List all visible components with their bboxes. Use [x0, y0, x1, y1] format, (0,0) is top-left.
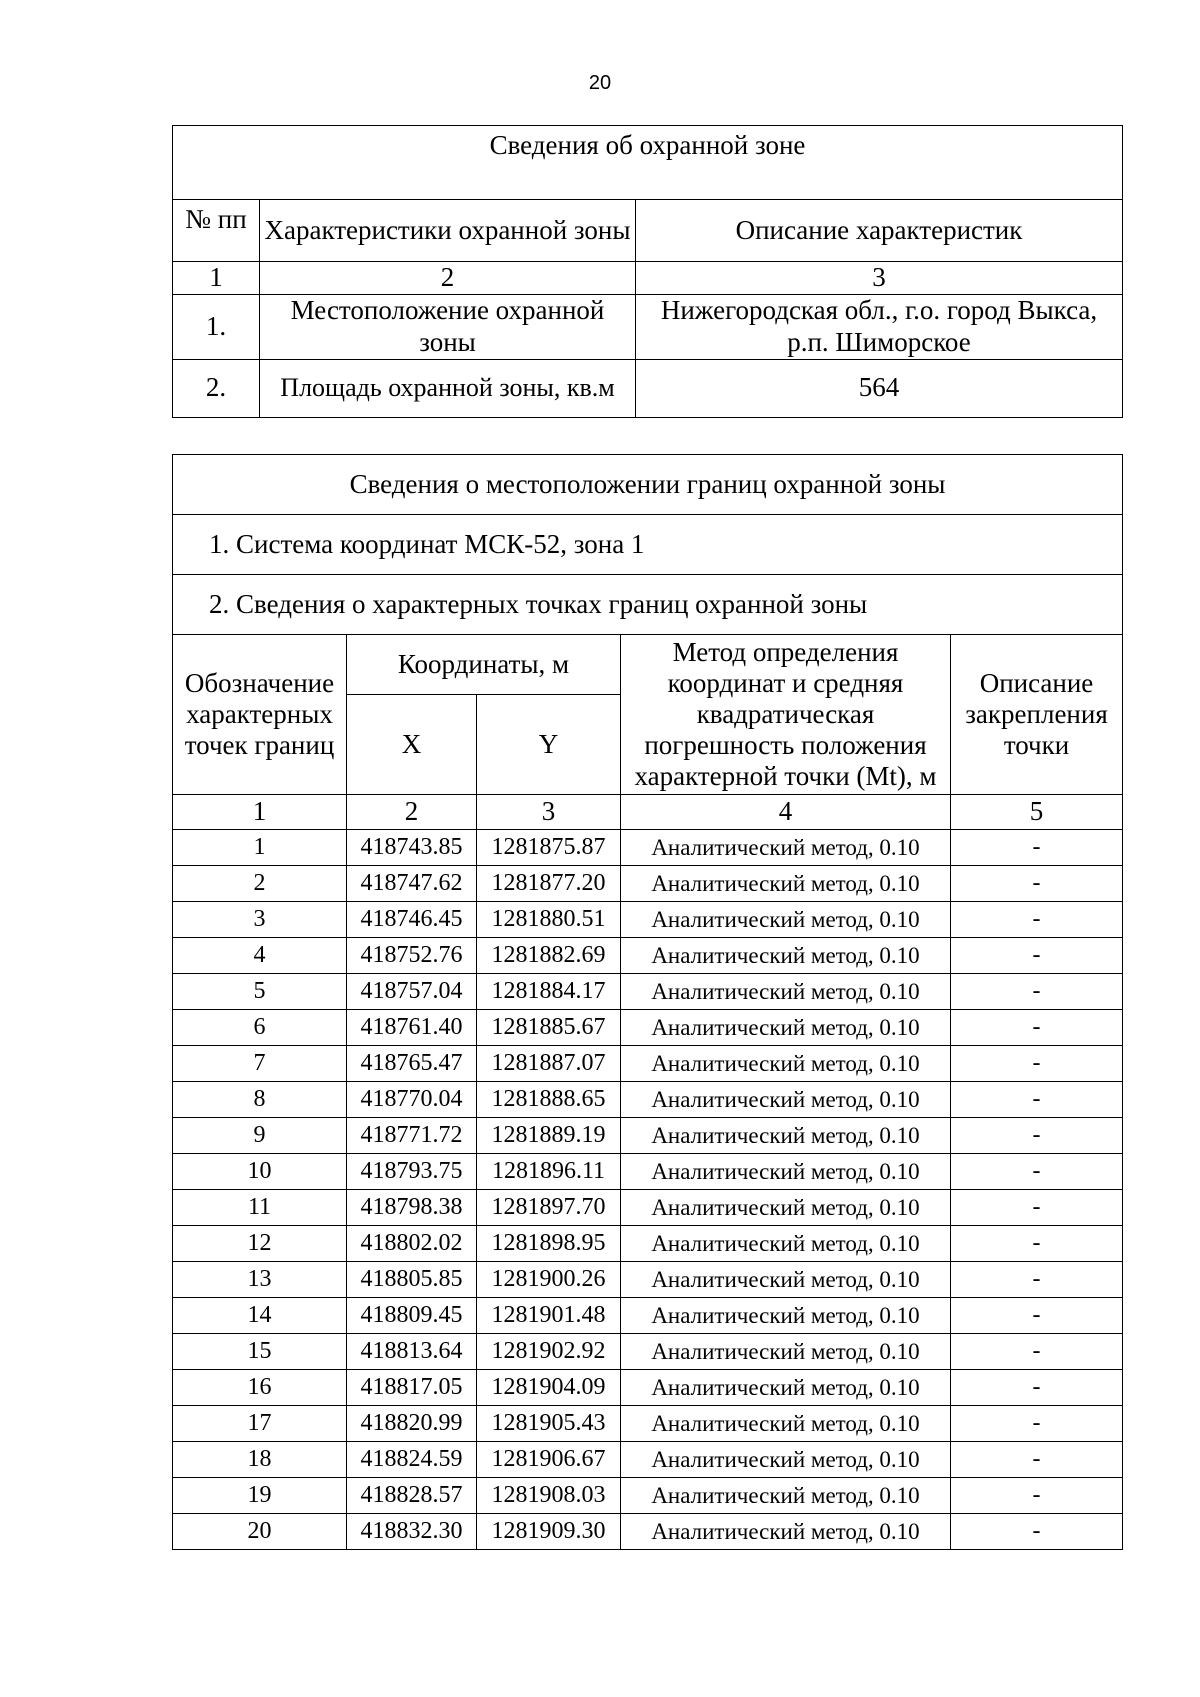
point-method: Аналитический метод, 0.10: [621, 1118, 951, 1154]
point-x: 418771.72: [347, 1118, 477, 1154]
point-id: 16: [173, 1370, 347, 1406]
point-y: 1281904.09: [477, 1370, 621, 1406]
point-y: 1281888.65: [477, 1082, 621, 1118]
point-id: 2: [173, 866, 347, 902]
coordinate-system: 1. Система координат МСК-52, зона 1: [173, 515, 1123, 575]
point-id: 7: [173, 1046, 347, 1082]
point-id: 15: [173, 1334, 347, 1370]
column-number: 1: [173, 795, 347, 830]
point-fixing: -: [951, 1118, 1123, 1154]
point-y: 1281897.70: [477, 1190, 621, 1226]
column-number: 3: [636, 262, 1123, 295]
point-x: 418832.30: [347, 1514, 477, 1550]
point-x: 418820.99: [347, 1406, 477, 1442]
point-method: Аналитический метод, 0.10: [621, 938, 951, 974]
point-fixing: -: [951, 866, 1123, 902]
point-id: 9: [173, 1118, 347, 1154]
point-id: 4: [173, 938, 347, 974]
table-row: [173, 295, 1123, 360]
point-y: 1281884.17: [477, 974, 621, 1010]
table-row: [173, 1298, 1123, 1334]
point-id: 8: [173, 1082, 347, 1118]
table-row: [173, 1514, 1123, 1550]
row-description: Нижегородская обл., г.о. город Выкса, р.п. Шиморское: [636, 295, 1123, 360]
table-row: [173, 1334, 1123, 1370]
point-method: Аналитический метод, 0.10: [621, 866, 951, 902]
point-id: 12: [173, 1226, 347, 1262]
point-fixing: -: [951, 974, 1123, 1010]
point-fixing: -: [951, 1154, 1123, 1190]
table-row: [173, 974, 1123, 1010]
boundaries-title: Сведения о местоположении границ охранной зоны: [173, 455, 1123, 515]
point-y: 1281901.48: [477, 1298, 621, 1334]
point-x: 418770.04: [347, 1082, 477, 1118]
point-x: 418805.85: [347, 1262, 477, 1298]
point-x: 418793.75: [347, 1154, 477, 1190]
page-number: 20: [588, 72, 612, 94]
point-method: Аналитический метод, 0.10: [621, 1046, 951, 1082]
point-method: Аналитический метод, 0.10: [621, 1190, 951, 1226]
point-id: 18: [173, 1442, 347, 1478]
column-number: 2: [347, 795, 477, 830]
point-y: 1281885.67: [477, 1010, 621, 1046]
point-method: Аналитический метод, 0.10: [621, 1010, 951, 1046]
point-fixing: -: [951, 1262, 1123, 1298]
point-id: 19: [173, 1478, 347, 1514]
table-row: [173, 1082, 1123, 1118]
point-id: 13: [173, 1262, 347, 1298]
header-num: № пп: [173, 200, 260, 262]
point-fixing: -: [951, 830, 1123, 866]
point-x: 418824.59: [347, 1442, 477, 1478]
column-number: 1: [173, 262, 260, 295]
point-fixing: -: [951, 1190, 1123, 1226]
table-row: [173, 1262, 1123, 1298]
point-fixing: -: [951, 1334, 1123, 1370]
header-method: Метод определения координат и средняя квадратическая погрешность положения характерной точки (Mt), м: [621, 635, 951, 795]
point-method: Аналитический метод, 0.10: [621, 1514, 951, 1550]
point-fixing: -: [951, 1046, 1123, 1082]
point-method: Аналитический метод, 0.10: [621, 974, 951, 1010]
table-row: [173, 1406, 1123, 1442]
point-method: Аналитический метод, 0.10: [621, 1226, 951, 1262]
header-point: Обозначение характерных точек границ: [173, 635, 347, 795]
table-row: [173, 1478, 1123, 1514]
point-y: 1281882.69: [477, 938, 621, 974]
table-row: [173, 1046, 1123, 1082]
point-fixing: -: [951, 1514, 1123, 1550]
point-id: 14: [173, 1298, 347, 1334]
point-y: 1281898.95: [477, 1226, 621, 1262]
point-method: Аналитический метод, 0.10: [621, 1406, 951, 1442]
point-y: 1281875.87: [477, 830, 621, 866]
point-method: Аналитический метод, 0.10: [621, 1370, 951, 1406]
point-fixing: -: [951, 1298, 1123, 1334]
table-row: [173, 830, 1123, 866]
point-y: 1281905.43: [477, 1406, 621, 1442]
point-id: 3: [173, 902, 347, 938]
point-id: 10: [173, 1154, 347, 1190]
point-x: 418809.45: [347, 1298, 477, 1334]
point-x: 418743.85: [347, 830, 477, 866]
point-method: Аналитический метод, 0.10: [621, 1334, 951, 1370]
point-fixing: -: [951, 1406, 1123, 1442]
header-characteristic: Характеристики охранной зоны: [260, 200, 636, 262]
point-y: 1281909.30: [477, 1514, 621, 1550]
point-x: 418747.62: [347, 866, 477, 902]
point-method: Аналитический метод, 0.10: [621, 1262, 951, 1298]
point-fixing: -: [951, 1010, 1123, 1046]
table-row: [173, 1226, 1123, 1262]
point-id: 5: [173, 974, 347, 1010]
point-y: 1281908.03: [477, 1478, 621, 1514]
row-description: 564: [636, 359, 1123, 417]
point-y: 1281902.92: [477, 1334, 621, 1370]
point-y: 1281896.11: [477, 1154, 621, 1190]
point-id: 20: [173, 1514, 347, 1550]
row-characteristic: Местоположение охранной зоны: [260, 295, 636, 360]
column-number: 4: [621, 795, 951, 830]
point-y: 1281880.51: [477, 902, 621, 938]
point-method: Аналитический метод, 0.10: [621, 1442, 951, 1478]
point-id: 6: [173, 1010, 347, 1046]
point-method: Аналитический метод, 0.10: [621, 1154, 951, 1190]
table-row: [173, 866, 1123, 902]
point-method: Аналитический метод, 0.10: [621, 1298, 951, 1334]
point-fixing: -: [951, 1442, 1123, 1478]
point-method: Аналитический метод, 0.10: [621, 1082, 951, 1118]
row-characteristic: Площадь охранной зоны, кв.м: [260, 359, 636, 417]
point-id: 1: [173, 830, 347, 866]
point-fixing: -: [951, 1226, 1123, 1262]
point-y: 1281887.07: [477, 1046, 621, 1082]
point-fixing: -: [951, 1082, 1123, 1118]
point-x: 418802.02: [347, 1226, 477, 1262]
table-row: [173, 938, 1123, 974]
point-id: 11: [173, 1190, 347, 1226]
point-id: 17: [173, 1406, 347, 1442]
point-x: 418761.40: [347, 1010, 477, 1046]
table-row: [173, 1370, 1123, 1406]
point-y: 1281877.20: [477, 866, 621, 902]
point-x: 418813.64: [347, 1334, 477, 1370]
point-x: 418798.38: [347, 1190, 477, 1226]
header-description: Описание характеристик: [636, 200, 1123, 262]
point-fixing: -: [951, 938, 1123, 974]
zone-info-table: [172, 125, 1123, 418]
point-y: 1281900.26: [477, 1262, 621, 1298]
point-x: 418757.04: [347, 974, 477, 1010]
row-num: 2.: [173, 359, 260, 417]
table-row: [173, 359, 1123, 417]
point-x: 418752.76: [347, 938, 477, 974]
zone-info-title: Сведения об охранной зоне: [173, 126, 1123, 200]
point-x: 418828.57: [347, 1478, 477, 1514]
point-y: 1281906.67: [477, 1442, 621, 1478]
point-fixing: -: [951, 1478, 1123, 1514]
point-x: 418765.47: [347, 1046, 477, 1082]
table-row: [173, 1190, 1123, 1226]
boundaries-table: [172, 454, 1123, 1550]
table-row: [173, 1010, 1123, 1046]
point-fixing: -: [951, 1370, 1123, 1406]
point-x: 418746.45: [347, 902, 477, 938]
column-number: 3: [477, 795, 621, 830]
table-row: [173, 1442, 1123, 1478]
header-y: Y: [477, 695, 621, 795]
table-row: [173, 1154, 1123, 1190]
point-method: Аналитический метод, 0.10: [621, 902, 951, 938]
header-x: X: [347, 695, 477, 795]
point-method: Аналитический метод, 0.10: [621, 830, 951, 866]
column-number: 5: [951, 795, 1123, 830]
point-x: 418817.05: [347, 1370, 477, 1406]
header-fixing: Описание закрепления точки: [951, 635, 1123, 795]
point-method: Аналитический метод, 0.10: [621, 1478, 951, 1514]
header-coordinates: Координаты, м: [347, 635, 621, 695]
table-row: [173, 1118, 1123, 1154]
table-row: [173, 902, 1123, 938]
column-number: 2: [260, 262, 636, 295]
points-title: 2. Сведения о характерных точках границ охранной зоны: [173, 575, 1123, 635]
point-y: 1281889.19: [477, 1118, 621, 1154]
point-fixing: -: [951, 902, 1123, 938]
points-body: [173, 830, 1123, 1550]
row-num: 1.: [173, 295, 260, 360]
